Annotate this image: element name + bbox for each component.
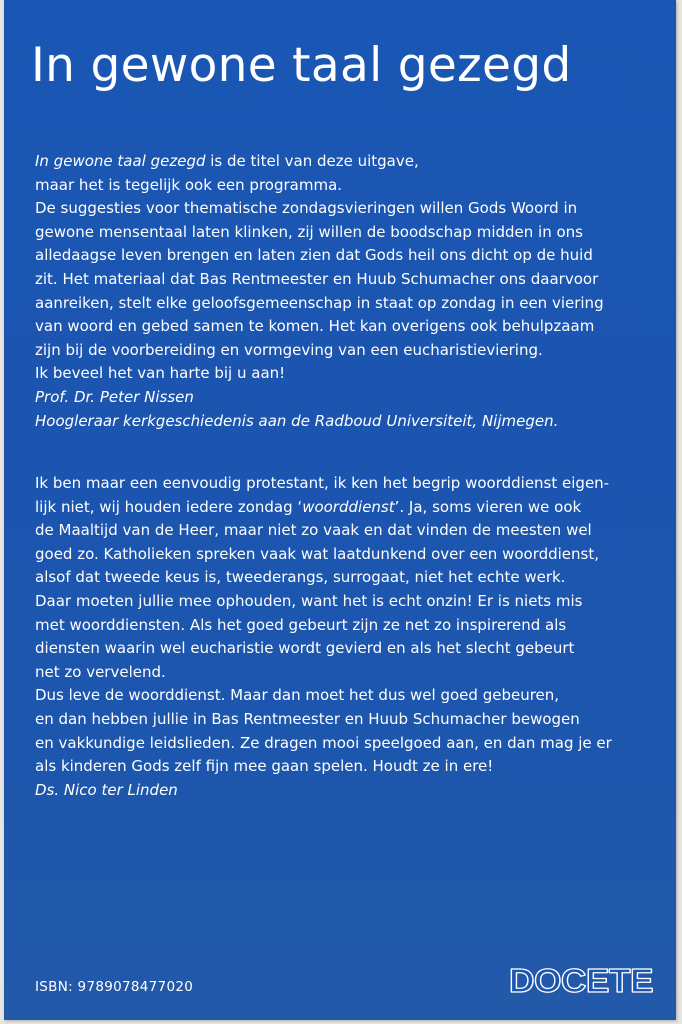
docete-publisher-logo [507, 958, 655, 1000]
publisher-logo-text: DOCETE [509, 962, 653, 999]
text-fragment: lijk niet, wij houden iedere zondag ‘ [35, 497, 303, 516]
back-cover [4, 0, 676, 1020]
isbn-number: ISBN: 9789078477020 [35, 979, 194, 995]
text-line: alsof dat tweede keus is, tweederangs, surrogaat, niet het echte werk. [35, 568, 566, 587]
text-line: maar het is tegelijk ook een programma. [35, 175, 343, 194]
text-line: zit. Het materiaal dat Bas Rentmeester en Huub Schumacher ons daarvoor [35, 269, 599, 288]
endorsement-text [35, 150, 665, 433]
endorsement-affiliation: Hoogleraar kerkgeschiedenis aan de Radboud Universiteit, Nijmegen. [35, 411, 559, 430]
text-fragment: ’. Ja, soms vieren we ook [394, 497, 582, 516]
book-title-inline: In gewone taal gezegd [35, 152, 206, 170]
endorsement-ter-linden [35, 472, 665, 802]
text-line: met woorddiensten. Als het goed gebeurt zijn ze net zo inspirerend als [35, 615, 567, 634]
text-line: De suggesties voor thematische zondagsvieringen willen Gods Woord in [35, 199, 578, 218]
text-line: aanreiken, stelt elke geloofsgemeenschap in staat op zondag in een viering [35, 293, 604, 312]
text-line: zijn bij de voorbereiding en vormgeving van een eucharistieviering. [35, 340, 543, 359]
endorsement-author: Prof. Dr. Peter Nissen [35, 387, 194, 406]
book-title: In gewone taal gezegd [31, 38, 572, 93]
endorsement-author: Ds. Nico ter Linden [35, 780, 178, 799]
text-line: Ik beveel het van harte bij u aan! [35, 364, 286, 383]
text-line: Dus leve de woorddienst. Maar dan moet het dus wel goed gebeuren, [35, 686, 560, 705]
endorsement-text [35, 472, 665, 802]
text-line: Ik ben maar een eenvoudig protestant, ik ken het begrip woorddienst eigen- [35, 474, 610, 492]
text-line: alledaagse leven brengen en laten zien dat Gods heil ons dicht op de huid [35, 246, 593, 265]
text-line: de Maaltijd van de Heer, maar niet zo vaak en dat vinden de meesten wel [35, 521, 592, 540]
endorsement-nissen [35, 150, 665, 433]
emphasis-woorddienst: woorddienst [302, 497, 395, 516]
text-line: net zo vervelend. [35, 662, 166, 681]
text-line: als kinderen Gods zelf fijn mee gaan spelen. Houdt ze in ere! [35, 757, 494, 776]
text-line: en dan hebben jullie in Bas Rentmeester en Huub Schumacher bewogen [35, 709, 580, 728]
text-line: van woord en gebed samen te komen. Het kan overigens ook behulpzaam [35, 317, 595, 336]
text-fragment: is de titel van deze uitgave, [205, 152, 419, 170]
text-line [35, 496, 665, 520]
text-line: en vakkundige leidslieden. Ze dragen mooi speelgoed aan, en dan mag je er [35, 733, 612, 752]
text-line [35, 150, 665, 174]
text-line: Daar moeten jullie mee ophouden, want het is echt onzin! Er is niets mis [35, 591, 583, 610]
text-line: diensten waarin wel eucharistie wordt gevierd en als het slecht gebeurt [35, 639, 575, 658]
text-line: gewone mensentaal laten klinken, zij willen de boodschap midden in ons [35, 222, 583, 241]
text-line: goed zo. Katholieken spreken vaak wat laatdunkend over een woorddienst, [35, 544, 600, 563]
